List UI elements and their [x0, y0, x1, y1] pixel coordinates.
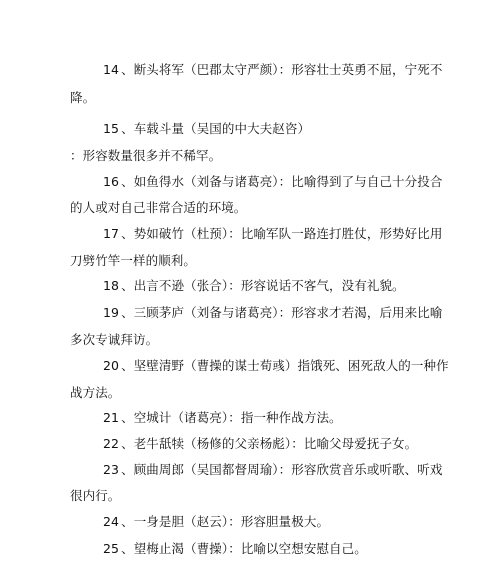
- entry-text: 、老牛舐犊（杨修的父亲杨彪）：比喻父母爱抚子女。: [121, 436, 418, 451]
- entry-text: 、出言不逊（张合）：形容说话不客气，没有礼貌。: [121, 278, 405, 293]
- entry-text: 、车载斗量（吴国的中大夫赵咨）: [121, 121, 311, 136]
- entry-text: 、三顾茅庐（刘备与诸葛亮）：形容求才若渴，后用来比喻: [121, 305, 443, 320]
- entry-number: 24: [103, 514, 120, 529]
- entry-20-continuation: 战方法。: [70, 385, 121, 400]
- entry-14: [103, 62, 442, 78]
- entry-14-continuation: 降。: [70, 90, 96, 105]
- entry-text: 、坚壁清野（曹操的谋士荀彧）指饿死、困死敌人的一种作: [121, 358, 449, 373]
- entry-text: 、断头将军（巴郡太守严颜）：形容壮士英勇不屈，宁死不: [121, 62, 443, 77]
- entry-15-continuation: ：形容数量很多并不稀罕。: [70, 148, 222, 163]
- entry-number: 16: [103, 174, 120, 189]
- entry-number: 17: [103, 226, 120, 241]
- entry-17-continuation: 刀劈竹竿一样的顺利。: [70, 253, 197, 268]
- entry-number: 21: [103, 410, 120, 425]
- entry-18: [103, 278, 405, 294]
- entry-16: [103, 174, 442, 190]
- entry-22: [103, 436, 417, 452]
- entry-24: [103, 514, 329, 530]
- entry-text: 、望梅止渴（曹操）：比喻以空想安慰自己。: [121, 541, 367, 556]
- entry-text: 、顾曲周郎（吴国都督周瑜）：形容欣赏音乐或听歌、听戏: [121, 462, 443, 477]
- entry-20: [103, 358, 449, 374]
- entry-text: 、一身是胆（赵云）：形容胆量极大。: [121, 514, 330, 529]
- entry-number: 22: [103, 436, 120, 451]
- entry-number: 14: [103, 62, 120, 77]
- entry-21: [103, 410, 342, 426]
- entry-19: [103, 305, 442, 321]
- entry-number: 20: [103, 358, 120, 373]
- entry-19-continuation: 多次专诚拜访。: [70, 332, 159, 347]
- entry-number: 19: [103, 305, 120, 320]
- entry-23-continuation: 很内行。: [70, 488, 121, 503]
- entry-number: 23: [103, 462, 120, 477]
- entry-23: [103, 462, 442, 478]
- entry-17: [103, 226, 442, 242]
- entry-number: 25: [103, 541, 120, 556]
- entry-text: 、势如破竹（杜预）：比喻军队一路连打胜仗，形势好比用: [121, 226, 443, 241]
- entry-number: 15: [103, 121, 120, 136]
- entry-25: [103, 541, 367, 557]
- entry-16-continuation: 的人或对自己非常合适的环境。: [70, 200, 247, 215]
- entry-number: 18: [103, 278, 120, 293]
- entry-text: 、空城计（诸葛亮）：指一种作战方法。: [121, 410, 342, 425]
- entry-15: [103, 121, 310, 137]
- entry-text: 、如鱼得水（刘备与诸葛亮）：比喻得到了与自己十分投合: [121, 174, 443, 189]
